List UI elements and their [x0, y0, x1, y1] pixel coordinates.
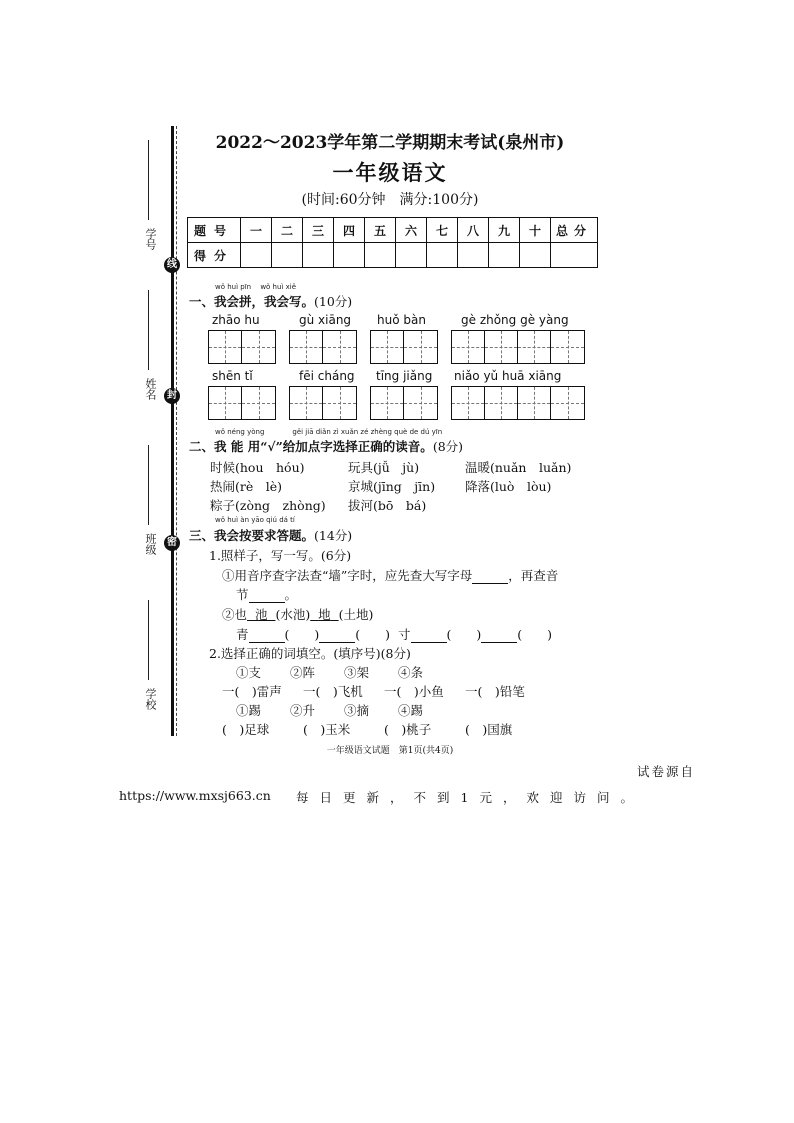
col-header: 六 — [396, 218, 427, 243]
col-header: 八 — [458, 218, 489, 243]
score-cell[interactable] — [427, 243, 458, 268]
base-char: 青 — [236, 627, 249, 642]
q1-a-text: 节 — [236, 587, 249, 602]
label-rule — [148, 140, 149, 220]
example-paren: (水池) — [275, 607, 311, 622]
word-pinyin: shēn tǐ — [212, 369, 253, 383]
score-cell[interactable] — [396, 243, 427, 268]
reading-item[interactable]: 玩具(jǚ jù) — [348, 460, 420, 475]
col-header: 五 — [365, 218, 396, 243]
word-paren[interactable]: ( ) — [517, 627, 553, 642]
q2-item[interactable]: 一( )小鱼 — [384, 684, 444, 699]
section3-heading — [189, 526, 352, 544]
word-pinyin: niǎo yǔ huā xiāng — [454, 369, 562, 383]
section1-heading — [189, 292, 352, 310]
answer-blank[interactable] — [472, 571, 508, 584]
col-header: 九 — [489, 218, 520, 243]
word-paren[interactable]: ( ) — [446, 627, 482, 642]
col-header: 四 — [334, 218, 365, 243]
reading-item[interactable]: 时候(hou hóu) — [210, 460, 305, 475]
row-label-question: 题号 — [188, 218, 241, 243]
q1-a-text: 。 — [284, 587, 298, 602]
q2-item[interactable]: 一( )雷声 — [222, 684, 282, 699]
q1-b-example — [222, 605, 373, 623]
base-char: 寸 — [398, 627, 411, 642]
page-footer: 一年级语文试题 第1页(共4页) — [326, 746, 454, 756]
answer-blank[interactable] — [249, 630, 285, 643]
answer-blank[interactable] — [481, 630, 517, 643]
example-paren: (土地) — [338, 607, 374, 622]
col-header: 十 — [520, 218, 551, 243]
q2-option: ①支 — [236, 665, 262, 680]
score-cell[interactable] — [458, 243, 489, 268]
q2-item[interactable]: ( )足球 — [222, 722, 270, 737]
section1-points: (10分) — [314, 294, 353, 309]
q1-a-line2 — [236, 585, 297, 603]
binding-mark-mi: 密 — [164, 535, 180, 551]
example-word: 地 — [318, 607, 331, 622]
word-pinyin: huǒ bàn — [377, 313, 426, 327]
binding-mark-xian: 线 — [164, 257, 180, 273]
label-rule — [148, 290, 149, 370]
label-rule — [148, 445, 149, 525]
q2-option: ③架 — [344, 665, 370, 680]
exam-info: (时间:60分钟 满分:100分) — [301, 192, 479, 208]
q2-option: ④条 — [398, 665, 424, 680]
binding-line — [171, 126, 174, 736]
score-cell[interactable] — [489, 243, 520, 268]
word-paren[interactable]: ( ) — [284, 627, 320, 642]
example-word: 池 — [254, 607, 268, 622]
word-pinyin: tīng jiǎng — [376, 369, 433, 383]
col-header: 七 — [427, 218, 458, 243]
word-pinyin: zhāo hu — [212, 313, 260, 327]
q2-option: ①踢 — [236, 703, 262, 718]
label-rule — [148, 600, 149, 680]
score-cell[interactable] — [303, 243, 334, 268]
q2-item[interactable]: ( )玉米 — [303, 722, 351, 737]
score-table — [187, 217, 598, 268]
score-cell[interactable] — [365, 243, 396, 268]
q1-a-text: ①用音序查字法查“墙”字时，应先查大写字母 — [222, 568, 473, 583]
col-header: 三 — [303, 218, 334, 243]
q2-option: ②升 — [290, 703, 316, 718]
score-cell-total[interactable] — [551, 243, 598, 268]
row-label-score: 得分 — [188, 243, 241, 268]
section3-pinyin: wǒ huì àn yāo qiú dá tí — [215, 516, 295, 524]
q2-item[interactable]: 一( )飞机 — [303, 684, 363, 699]
word-pinyin: fēi cháng — [299, 369, 355, 383]
score-cell[interactable] — [272, 243, 303, 268]
binding-dash — [176, 126, 177, 736]
side-label-school: 学校 — [144, 688, 157, 710]
col-header-total: 总分 — [551, 218, 598, 243]
word-paren[interactable]: ( ) — [355, 627, 391, 642]
reading-item[interactable]: 拔河(bō bá) — [348, 498, 427, 513]
col-header: 一 — [241, 218, 272, 243]
example-char: ②也 — [222, 607, 248, 622]
section3-points: (14分) — [314, 528, 353, 543]
answer-blank[interactable] — [319, 630, 355, 643]
word-pinyin: gù xiāng — [299, 313, 352, 327]
q2-option: ②阵 — [290, 665, 316, 680]
exam-title: 2022～2023学年第二学期期末考试(泉州市) — [215, 133, 565, 153]
q2-item[interactable]: 一( )铅笔 — [465, 684, 525, 699]
q1-c-line — [236, 625, 552, 643]
q2-option: ③摘 — [344, 703, 370, 718]
subject-title: 一年级语文 — [332, 160, 448, 185]
reading-item[interactable]: 热闹(rè lè) — [210, 479, 283, 494]
section2-heading — [189, 437, 463, 455]
section2-title: 二、我 能 用“√”给加点字选择正确的读音。 — [189, 439, 433, 454]
source-slogan: 每日更新，不到1元，欢迎访问。 — [296, 790, 644, 805]
q1-title: 1.照样子，写一写。(6分) — [209, 548, 352, 563]
answer-blank[interactable] — [249, 590, 285, 603]
section2-points: (8分) — [432, 439, 464, 454]
reading-item[interactable]: 京城(jīng jīn) — [348, 479, 436, 494]
q2-option: ④踢 — [398, 703, 424, 718]
binding-mark-feng: 封 — [164, 388, 180, 404]
source-text: 试卷源自 — [637, 764, 696, 779]
side-label-class: 班级 — [144, 533, 157, 555]
section2-pinyin: wǒ néng yòng gěi jiā diǎn zì xuǎn zé zhèng què de dú yīn — [215, 428, 443, 436]
q2-title: 2.选择正确的词填空。(填序号)(8分) — [209, 646, 411, 661]
q1-a-text: ，再查音 — [508, 568, 559, 583]
score-cell[interactable] — [520, 243, 551, 268]
q2-item[interactable]: ( )桃子 — [384, 722, 432, 737]
reading-item[interactable]: 粽子(zòng zhòng) — [210, 498, 326, 513]
section3-title: 三、我会按要求答题。 — [189, 528, 315, 543]
score-cell[interactable] — [241, 243, 272, 268]
word-pinyin: gè zhǒng gè yàng — [461, 313, 569, 327]
reading-item[interactable]: 温暖(nuǎn luǎn) — [465, 460, 572, 475]
section1-title: 一、我会拼，我会写。 — [189, 294, 315, 309]
side-label-name: 姓名 — [144, 378, 157, 400]
reading-item[interactable]: 降落(luò lòu) — [465, 479, 552, 494]
col-header: 二 — [272, 218, 303, 243]
section1-pinyin: wǒ huì pīn wǒ huì xiě — [215, 283, 296, 291]
answer-blank[interactable] — [411, 630, 447, 643]
source-url[interactable]: https://www.mxsj663.cn — [119, 788, 271, 803]
side-label-student-id: 学号 — [144, 228, 157, 250]
score-cell[interactable] — [334, 243, 365, 268]
q1-a-line1 — [222, 566, 558, 584]
q2-item[interactable]: ( )国旗 — [465, 722, 513, 737]
